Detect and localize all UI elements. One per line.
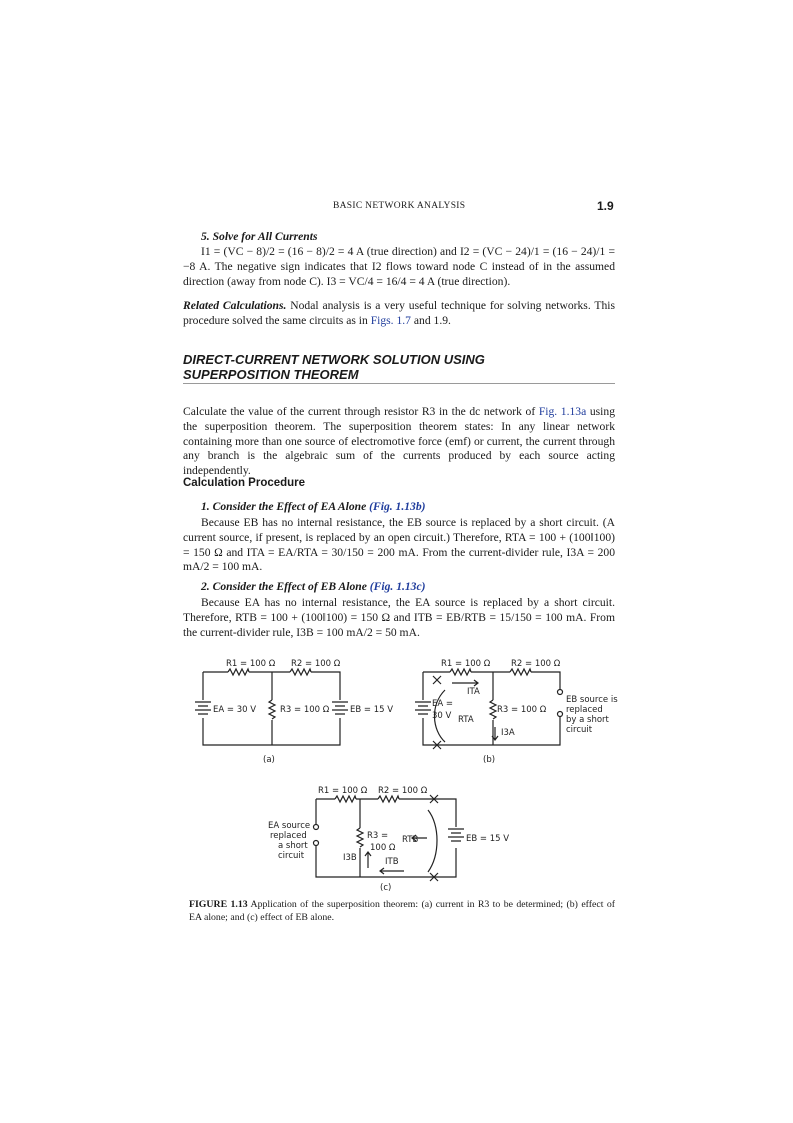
page-number: 1.9 (597, 199, 614, 213)
related-text-end: and 1.9. (413, 313, 451, 327)
step1-title: 1. Consider the Effect of EA Alone (201, 500, 367, 513)
figs-1-7-link[interactable]: Figs. 1.7 (370, 313, 411, 327)
label-r3-value-c: 100 Ω (370, 843, 396, 853)
label-r3-a: R3 = 100 Ω (280, 705, 330, 715)
figure-a-label: (a) (263, 755, 275, 765)
ea-note-line3: a short (278, 841, 308, 851)
resistor-r2-b (510, 669, 531, 675)
calculation-procedure-heading: Calculation Procedure (183, 477, 306, 489)
figure-caption (189, 899, 615, 924)
resistor-r2-c (378, 796, 399, 802)
battery-eb-c (448, 829, 464, 841)
eb-note-line2: replaced (566, 705, 603, 715)
resistor-r3-a (269, 700, 275, 719)
label-r1-b: R1 = 100 Ω (441, 659, 491, 669)
label-r2-b: R2 = 100 Ω (511, 659, 561, 669)
label-r3-c: R3 = (367, 831, 389, 841)
resistor-r3-c (357, 828, 363, 847)
label-eb-a: EB = 15 V (350, 705, 394, 715)
circuit-c (314, 795, 465, 881)
resistor-r1-a (228, 669, 249, 675)
resistor-r2-a (290, 669, 311, 675)
running-header: BASIC NETWORK ANALYSIS (333, 201, 466, 211)
label-i3a: I3A (501, 728, 515, 738)
eb-note-line4: circuit (566, 725, 593, 735)
label-rta: RTA (458, 715, 474, 725)
ea-note-line1: EA source (268, 821, 311, 831)
label-r2-a: R2 = 100 Ω (291, 659, 341, 669)
resistor-r1-b (450, 669, 471, 675)
fig-1-13a-link[interactable]: Fig. 1.13a (538, 405, 587, 418)
label-rtb: RTB (402, 835, 419, 845)
label-r1-c: R1 = 100 Ω (318, 786, 368, 796)
intro-text: Calculate the value of the current through resistor R3 in the dc network of (183, 405, 536, 418)
label-ea-b: EA = (432, 699, 454, 709)
related-label: Related Calculations. (183, 299, 287, 312)
fig-1-13c-link[interactable]: (Fig. 1.13c) (369, 580, 426, 593)
step5-text: I1 = (VC − 8)/2 = (16 − 8)/2 = 4 A (true direction) and I2 = (VC − 24)/1 = (16 − 24)/1 = −8 A. The negative sign indicates that I2 flows toward node C instead of in the assumed direction (away from node C). I3 = VC/4 = 16/4 = 4 A (true direction). (183, 245, 615, 288)
resistor-r3-b (490, 700, 496, 719)
figure-c-label: (c) (380, 883, 392, 893)
label-eb-c: EB = 15 V (466, 834, 510, 844)
eb-note-line1: EB source is (566, 695, 618, 705)
resistor-r1-c (335, 796, 356, 802)
battery-eb-a (332, 702, 348, 714)
label-i3b: I3B (343, 853, 357, 863)
eb-note-line3: by a short (566, 715, 609, 725)
ea-note-line2: replaced (270, 831, 307, 841)
section-title-line2: SUPERPOSITION THEOREM (183, 367, 359, 382)
step5-title: 5. Solve for All Currents (201, 230, 318, 243)
label-r2-c: R2 = 100 Ω (378, 786, 428, 796)
step1-text: Because EB has no internal resistance, the EB source is replaced by a short circuit. (A current source, if present, is replaced by an open circuit.) Therefore, RTA = 100 + (100‖100) = 150 Ω and ITA = EA/RTA = 30/150 = 200 mA. From the current-divider rule, I3A = 200 mA/2 = 100 mA. (183, 516, 615, 574)
step2-title: 2. Consider the Effect of EB Alone (201, 580, 367, 593)
label-ita: ITA (467, 687, 480, 697)
fig-1-13b-link[interactable]: (Fig. 1.13b) (369, 500, 426, 513)
battery-ea-a (195, 702, 211, 714)
label-ea-a: EA = 30 V (213, 705, 257, 715)
label-ea-value-b: 30 V (432, 711, 452, 721)
figure-b-label: (b) (483, 755, 496, 765)
ea-note-line4: circuit (278, 851, 305, 861)
section-title-line1: DIRECT-CURRENT NETWORK SOLUTION USING (183, 352, 485, 367)
intro-text-end: using the superposition theorem. The superposition theorem states: In any linear network containing more than one source of electromotive force (emf) or current, the current through any branch is the algebraic sum of the currents produced by each source acting independently. (183, 405, 615, 478)
battery-ea-b (415, 702, 431, 714)
caption-label: FIGURE 1.13 (189, 899, 248, 910)
caption-text: Application of the superposition theorem: (a) current in R3 to be determined; (b) effect of EA alone; and (c) effect of EB alone. (189, 899, 615, 923)
label-r3-b: R3 = 100 Ω (497, 705, 547, 715)
step2-text: Because EA has no internal resistance, the EA source is replaced by a short circuit. Therefore, RTB = 100 + (100‖100) = 150 Ω and ITB = EB/RTB = 15/150 = 100 mA. From the current-divider rule, I3B = 100 mA/2 = 50 mA. (183, 596, 615, 639)
related-text: Nodal analysis is a very useful technique for solving networks. This procedure solved the same circuits as in (183, 299, 615, 327)
label-r1-a: R1 = 100 Ω (226, 659, 276, 669)
label-itb: ITB (385, 857, 399, 867)
